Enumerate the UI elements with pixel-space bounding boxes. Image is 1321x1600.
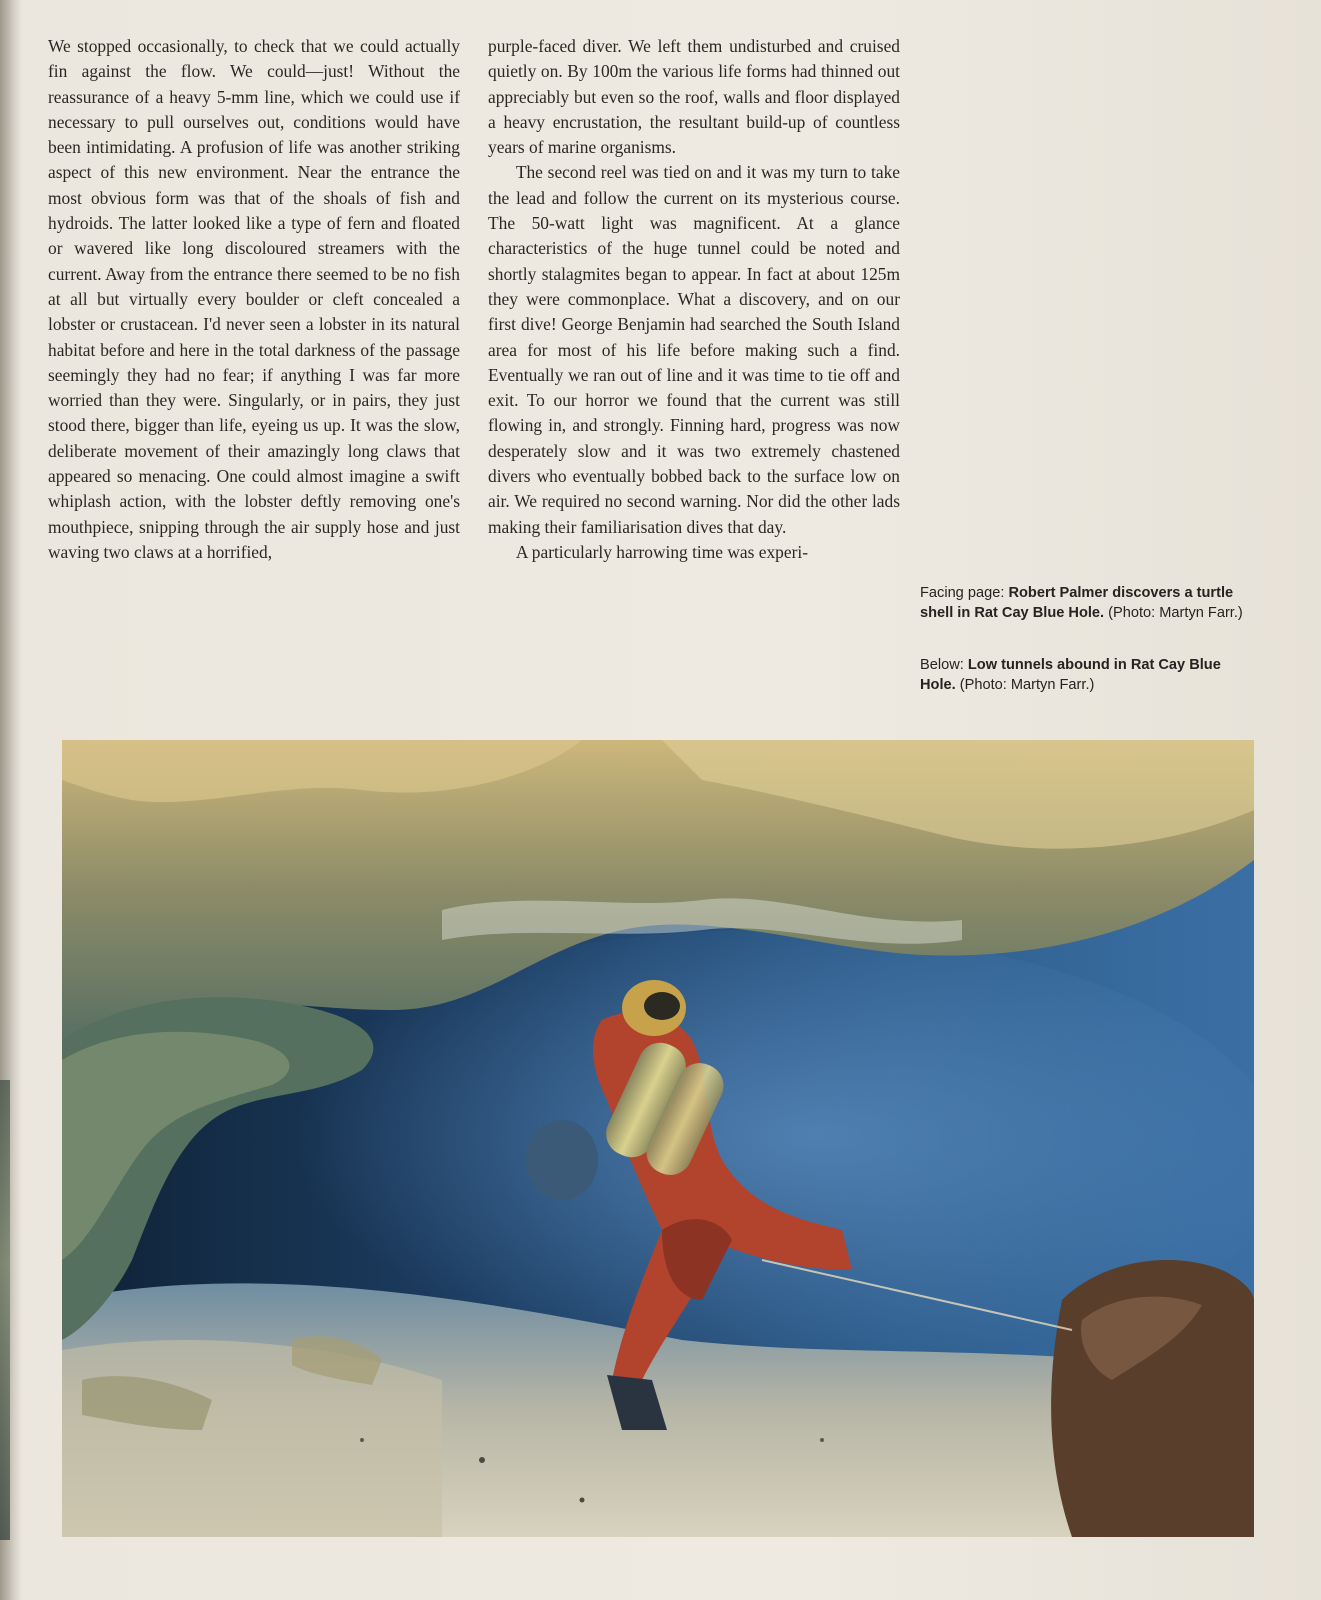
paragraph: purple-faced diver. We left them undisturbed and cruised quietly on. By 100m the various life forms had thinned out appreciably but even so the roof, walls and floor displayed a heavy encrustation, the resultant build-up of countless years of marine organisms. xyxy=(488,36,900,158)
caption-lead: Below: xyxy=(920,657,964,673)
cave-diver-illustration xyxy=(62,740,1254,1537)
caption-title: Low tunnels abound in Rat Cay Blue Hole. xyxy=(920,657,1221,693)
caption-title: Robert Palmer discovers a turtle shell in Rat Cay Blue Hole. xyxy=(920,585,1234,621)
paragraph: We stopped occasionally, to check that we could actually fin against the flow. We could—just! Without the reassurance of a heavy 5-mm line, which we could use if necessary to pull ourselves out, conditions would have been intimidating. A profusion of life was another striking aspect of this new environment. Near the entrance the most obvious form was that of the shoals of fish and hydroids. The latter looked like a type of fern and floated or wavered like long discoloured streamers with the current. Away from the entrance there seemed to be no fish at all but virtually every boulder or cleft concealed a lobster or crustacean. I'd never seen a lobster in its natural habitat before and here in the total darkness of the passage seemingly they had no fear; if anything I was far more worried than they were. Singularly, or in pairs, they just stood there, bigger than life, eyeing us up. It was the slow, deliberate movement of their amazingly long claws that appeared so menacing. One could almost imagine a swift whiplash action, with the lobster deftly removing one's mouthpiece, snipping through the air supply hose and just waving two claws at a horrified, xyxy=(48,36,460,562)
facing-page-edge xyxy=(0,1080,10,1540)
caption-lead: Facing page: xyxy=(920,585,1005,601)
caption-credit: (Photo: Martyn Farr.) xyxy=(959,677,1095,693)
text-column-left xyxy=(48,34,460,565)
paragraph: A particularly harrowing time was experi- xyxy=(515,541,808,562)
paragraph: The second reel was tied on and it was my turn to take the lead and follow the current on its mysterious course. The 50-watt light was magnificent. At a glance characteristics of the huge tunnel could be noted and shortly stalagmites began to appear. In fact at about 125m they were commonplace. What a discovery, and on our first dive! George Benjamin had searched the South Island area for most of his life before making such a find. Eventually we ran out of line and it was time to tie off and exit. To our horror we found that the current was still flowing in, and strongly. Finning hard, progress was now desperately slow and it was two extremely chastened divers who eventually bobbed back to the surface low on air. We required no second warning. Nor did the other lads making their familiarisation dives that day. xyxy=(488,162,900,537)
text-column-right xyxy=(488,34,900,565)
caption-facing-page xyxy=(920,583,1250,623)
caption-credit: (Photo: Martyn Farr.) xyxy=(1108,605,1243,621)
underwater-cave-photo xyxy=(62,740,1254,1537)
caption-below xyxy=(920,655,1250,695)
